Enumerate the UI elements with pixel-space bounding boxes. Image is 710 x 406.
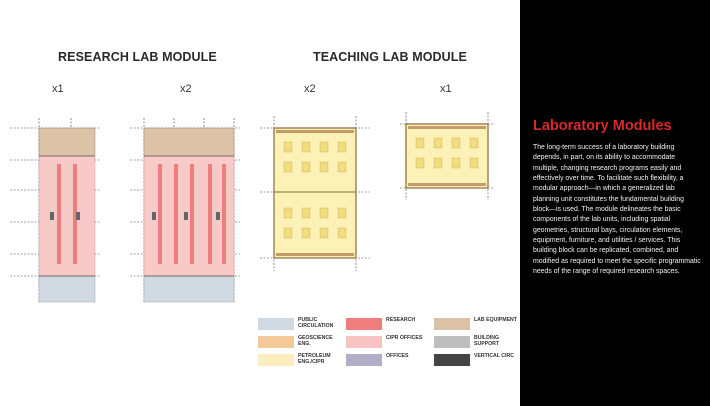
- legend-swatch: [346, 354, 382, 366]
- sidebar-title: Laboratory Modules: [533, 118, 672, 134]
- sidebar-body-text: The long-term success of a laboratory building depends, in part, on its ability to accommodate multiple, changing research programs easily and effectively over time. To facilitate such flexibility, a modular approach—in which a generalized lab planning unit constitutes the fundamental building block—is used. The module delineates the basic components of the lab units, including spatial geometries, structural bays, circulation elements, equipment, furniture, and utilities / services. This building block can be replicated, combined, and modified as required to meet the specific programmatic needs of the range of required research spaces.: [533, 144, 701, 276]
- legend-swatch: [346, 336, 382, 348]
- teaching-lab-plan-x2: [260, 116, 370, 271]
- legend-swatch: [434, 354, 470, 366]
- research-x1-label: x1: [52, 83, 64, 95]
- legend-swatch: [258, 336, 294, 348]
- color-legend: PUBLIC CIRCULATION GEOSCIENCE ENG. PETROLEUM ENG./CIPR RESEARCH CIPR OFFICES OFFICES LAB EQUIPMENT BUILDING SUPPORT VERTICAL CIRC: [258, 317, 520, 367]
- teaching-x2-label: x2: [304, 83, 316, 95]
- research-lab-plan-x2: [130, 118, 240, 302]
- research-x2-label: x2: [180, 83, 192, 95]
- teaching-lab-title: TEACHING LAB MODULE: [313, 50, 467, 64]
- teaching-lab-plan-x1: [400, 112, 495, 200]
- teaching-x1-label: x1: [440, 83, 452, 95]
- research-lab-plan-x1: [10, 118, 100, 302]
- legend-swatch: [434, 318, 470, 330]
- legend-swatch: [346, 318, 382, 330]
- legend-swatch: [258, 318, 294, 330]
- legend-swatch: [434, 336, 470, 348]
- legend-swatch: [258, 354, 294, 366]
- research-lab-title: RESEARCH LAB MODULE: [58, 50, 217, 64]
